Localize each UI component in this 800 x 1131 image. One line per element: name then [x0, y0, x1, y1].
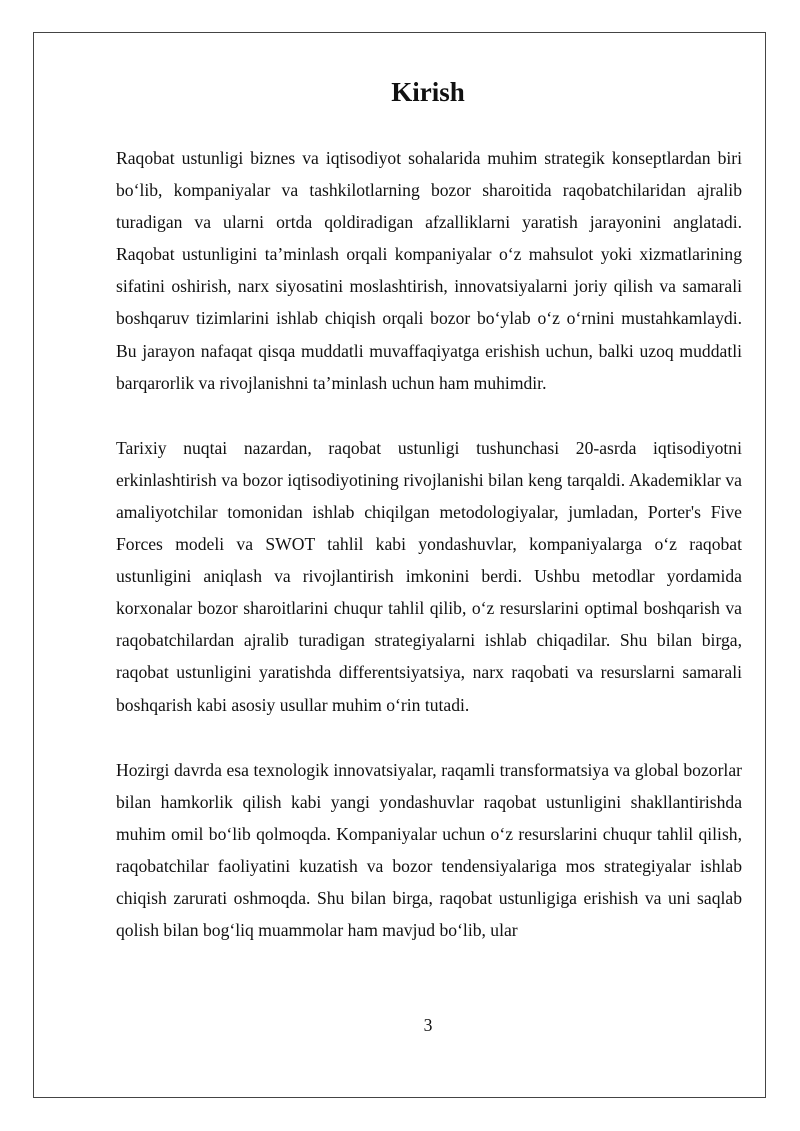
page-title: Kirish	[391, 77, 465, 107]
paragraph-3: Hozirgi davrda esa texnologik innovatsiyalar, raqamli transformatsiya va global bozorlar bilan hamkorlik qilish kabi yangi yondashuvlar raqobat ustunligini shakllantirishda muhim omil bo‘lib qolmoqda. Kompaniyalar uchun o‘z resurslarini chuqur tahlil qilish, raqobatchilar faoliyatini kuzatish va bozor tendensiyalariga mos strategiyalar ishlab chiqish zarurati oshmoqda. Shu bilan birga, raqobat ustunligiga erishish va uni saqlab qolish bilan bog‘liq muammolar ham mavjud bo‘lib, ular	[116, 759, 742, 941]
paragraph-2: Tarixiy nuqtai nazardan, raqobat ustunligi tushunchasi 20-asrda iqtisodiyotni erkinlashtirish va bozor iqtisodiyotining rivojlanishi bilan keng tarqaldi. Akademiklar va amaliyotchilar tomonidan ishlab chiqilgan metodologiyalar, jumladan, Porter's Five Forces modeli va SWOT tahlil kabi yondashuvlar, kompaniyalarga o‘z raqobat ustunligini aniqlash va rivojlantirish imkonini berdi. Ushbu metodlar yordamida korxonalar bozor sharoitlarini chuqur tahlil qilib, o‘z resurslarini optimal boshqarish va raqobatchilardan ajralib turadigan strategiyalarni ishlab chiqadilar. Shu bilan birga, raqobat ustunligini yaratishda differentsiyatsiya, narx raqobati va resurslarni samarali boshqarish kabi asosiy usullar muhim o‘rin tutadi.	[116, 437, 742, 715]
paragraph-1: Raqobat ustunligi biznes va iqtisodiyot sohalarida muhim strategik konseptlardan biri bo‘lib, kompaniyalar va tashkilotlarning bozor sharoitida raqobatchilaridan ajralib turadigan va ularni ortda qoldiradigan afzalliklarni yaratish jarayonini anglatadi. Raqobat ustunligini ta’minlash orqali kompaniyalar o‘z mahsulot yoki xizmatlarining sifatini oshirish, narx siyosatini moslashtirish, innovatsiyalarni joriy qilish va samarali boshqaruv tizimlarini ishlab chiqish orqali bozor bo‘ylab o‘z o‘rnini mustahkamlaydi. Bu jarayon nafaqat qisqa muddatli muvaffaqiyatga erishish uchun, balki uzoq muddatli barqarorlik va rivojlanishni ta’minlash uchun ham muhimdir.	[116, 148, 742, 393]
document-body	[116, 142, 742, 979]
page-number: 3	[423, 1015, 433, 1035]
